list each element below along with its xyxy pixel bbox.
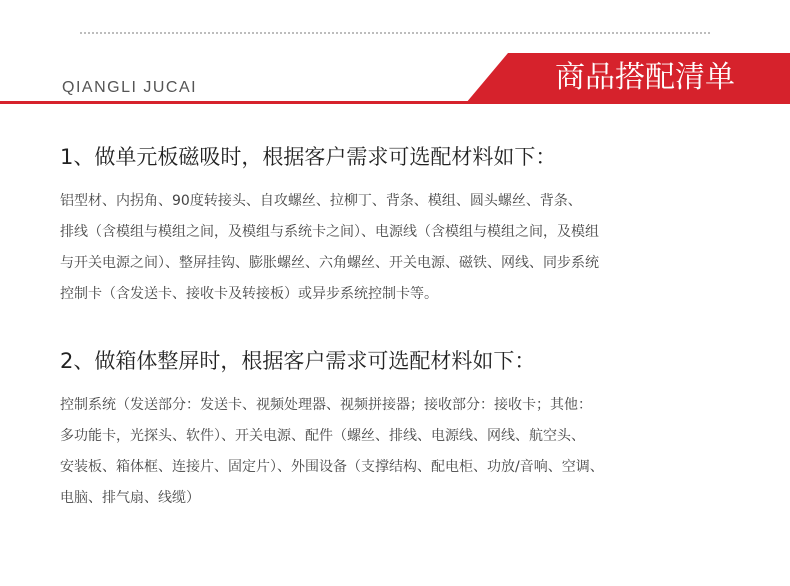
body-line: 铝型材、内拐角、90度转接头、自攻螺丝、拉柳丁、背条、模组、圆头螺丝、背条、 (60, 193, 582, 209)
body-line: 排线（含模组与模组之间，及模组与系统卡之间）、电源线（含模组与模组之间，及模组 (60, 224, 599, 240)
body-line: 与开关电源之间）、整屏挂钩、膨胀螺丝、六角螺丝、开关电源、磁铁、网线、同步系统 (60, 255, 599, 271)
page-title: 商品搭配清单 (555, 60, 735, 95)
top-dotted-divider (80, 32, 710, 34)
section-body (60, 390, 760, 514)
brand-english-name: QIANGLI JUCAI (62, 79, 198, 96)
section-unit-board (60, 140, 760, 310)
body-line: 多功能卡，光探头、软件）、开关电源、配件（螺丝、排线、电源线、网线、航空头、 (60, 428, 585, 444)
body-line: 安装板、箱体框、连接片、固定片）、外围设备（支撑结构、配电柜、功放/音响、空调、 (60, 459, 604, 475)
body-line: 控制卡（含发送卡、接收卡及转接板）或异步系统控制卡等。 (60, 286, 438, 302)
section-heading: 2、做箱体整屏时，根据客户需求可选配材料如下： (60, 349, 536, 373)
body-line: 控制系统（发送部分：发送卡、视频处理器、视频拼接器；接收部分：接收卡；其他： (60, 397, 592, 413)
section-cabinet-screen (60, 344, 760, 514)
section-body (60, 186, 760, 310)
body-line: 电脑、排气扇、线缆） (60, 490, 200, 506)
section-heading: 1、做单元板磁吸时，根据客户需求可选配材料如下： (60, 145, 557, 169)
